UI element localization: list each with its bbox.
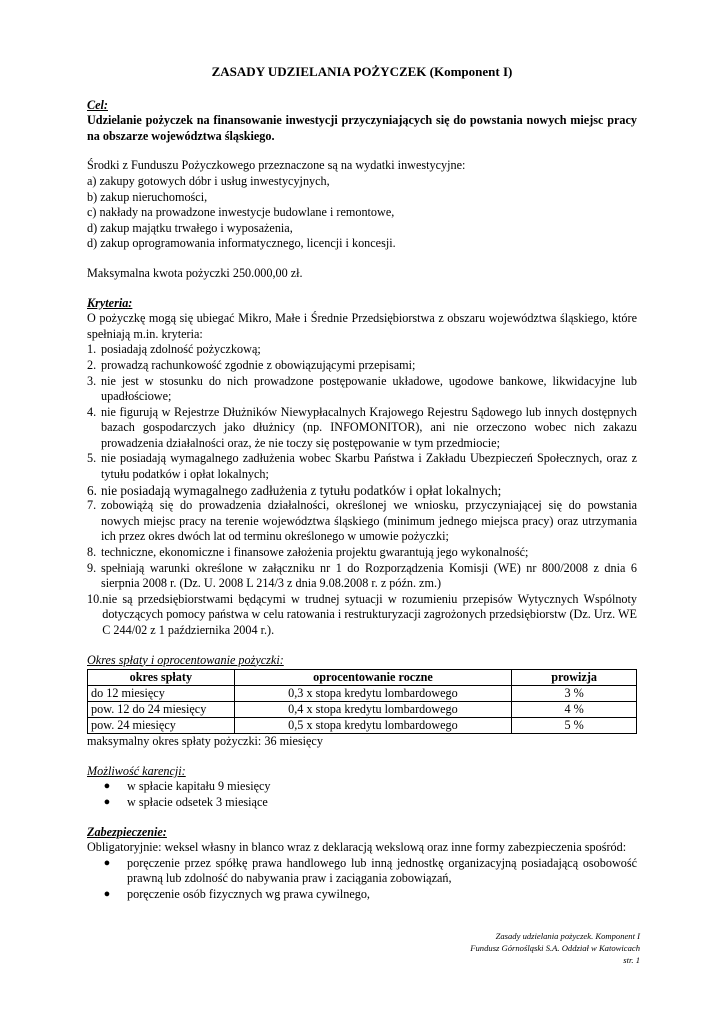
- column-header: okres spłaty: [88, 670, 235, 686]
- funds-item: d) zakup majątku trwałego i wyposażenia,: [87, 220, 293, 235]
- funds-item: b) zakup nieruchomości,: [87, 189, 208, 204]
- funds-item: d) zakup oprogramowania informatycznego, licencji i koncesji.: [87, 236, 396, 251]
- list-item: ● poręczenie osób fizycznych wg prawa cywilnego,: [87, 887, 637, 903]
- list-item: ● poręczenie przez spółkę prawa handlowego lub inną jednostkę organizacyjną posiadającą osobowość prawną lub zdolność do nabywania praw i zaciągania zobowiązań,: [87, 856, 637, 887]
- table-cell: pow. 24 miesięcy: [88, 718, 235, 734]
- criteria-item: 6. nie posiadają wymagalnego zadłużenia z tytułu podatków i opłat lokalnych;: [87, 482, 502, 498]
- table-cell: do 12 miesięcy: [88, 686, 235, 702]
- criteria-header: Kryteria:: [87, 295, 133, 310]
- repayment-note: maksymalny okres spłaty pożyczki: 36 miesięcy: [87, 734, 323, 749]
- criteria-list: [87, 342, 637, 638]
- page-number: str. 1: [623, 955, 640, 965]
- criteria-item: 2. prowadzą rachunkowość zgodnie z obowiązującymi przepisami;: [87, 357, 416, 372]
- bullet-icon: ●: [103, 795, 111, 808]
- criteria-item: 9. spełniają warunki określone w załączniku nr 1 do Rozporządzenia Komisji (WE) nr 800/2008 z dnia 6 sierpnia 2008 r. (Dz. U. 2008 L 214/3 z dnia 9.08.2008 r. z późn. zm.): [87, 560, 637, 591]
- grace-list: [87, 779, 637, 810]
- table-cell: 3 %: [512, 686, 637, 702]
- funds-item: c) nakłady na prowadzone inwestycje budowlane i remontowe,: [87, 205, 395, 220]
- table-row: [88, 718, 637, 734]
- criteria-item: 3. nie jest w stosunku do nich prowadzone postępowanie układowe, ugodowe bankowe, likwidacyjne lub upadłościowe;: [87, 373, 637, 404]
- bullet-icon: ●: [103, 780, 111, 793]
- table-cell: 0,4 x stopa kredytu lombardowego: [234, 702, 511, 718]
- page-footer: [470, 930, 640, 966]
- repayment-header: Okres spłaty i oprocentowanie pożyczki:: [87, 652, 284, 667]
- list-item: ● w spłacie odsetek 3 miesiące: [87, 795, 637, 811]
- criteria-item: 8. techniczne, ekonomiczne i finansowe założenia projektu gwarantują jego wykonalność;: [87, 545, 529, 560]
- security-list: [87, 856, 637, 903]
- criteria-item: 7. zobowiążą się do prowadzenia działalności, określonej we wniosku, przyczyniającej się do powstania nowych miejsc pracy na terenie województwa śląskiego (minimum jednego miejsca pracy) oraz utrzymania ich przez okres dwóch lat od terminu określonego w umowie pożyczki;: [87, 498, 637, 544]
- repayment-table: [87, 669, 637, 734]
- criteria-item: 10. nie są przedsiębiorstwami będącymi w trudnej sytuacji w rozumieniu przepisów Wytycznych Wspólnoty dotyczących pomocy państwa w celu ratowania i restrukturyzacji zagrożonych przedsiębiorstw (Dz. Urz. WE C 244/02 z 1 października 2004 r.).: [87, 591, 637, 637]
- goal-text: Udzielanie pożyczek na finansowanie inwestycji przyczyniających się do powstania nowych miejsc pracy na obszarze województwa śląskiego.: [87, 113, 637, 143]
- funds-item: a) zakupy gotowych dóbr i usług inwestycyjnych,: [87, 173, 330, 188]
- table-row: [88, 686, 637, 702]
- security-intro: Obligatoryjnie: weksel własny in blanco wraz z deklaracją wekslową oraz inne formy zabezpieczenia spośród:: [87, 840, 627, 855]
- bullet-icon: ●: [103, 856, 111, 869]
- table-cell: 0,3 x stopa kredytu lombardowego: [234, 686, 511, 702]
- funds-intro: Środki z Funduszu Pożyczkowego przeznaczone są na wydatki inwestycyjne:: [87, 158, 466, 173]
- criteria-intro: O pożyczkę mogą się ubiegać Mikro, Małe i Średnie Przedsiębiorstwa z obszaru województwa śląskiego, które spełniają m.in. kryteria:: [87, 311, 637, 341]
- column-header: prowizja: [512, 670, 637, 686]
- table-cell: 0,5 x stopa kredytu lombardowego: [234, 718, 511, 734]
- table-row: [88, 702, 637, 718]
- criteria-item: 1. posiadają zdolność pożyczkową;: [87, 342, 261, 357]
- criteria-item: 5. nie posiadają wymagalnego zadłużenia wobec Skarbu Państwa i Zakładu Ubezpieczeń Społecznych, oraz z tytułu podatków i opłat lokalnych;: [87, 451, 637, 482]
- bullet-icon: ●: [103, 887, 111, 900]
- document-title: ZASADY UDZIELANIA POŻYCZEK (Komponent I): [211, 64, 513, 79]
- criteria-item: 4. nie figurują w Rejestrze Dłużników Niewypłacalnych Krajowego Rejestru Sądowego lub innych dostępnych bazach gospodarczych jako dłużnicy (np. INFOMONITOR), ani nie orzeczono wobec nich zakazu prowadzenia działalności oraz, że nie toczy się postępowanie w tym przedmiocie;: [87, 404, 637, 450]
- security-header: Zabezpieczenie:: [87, 824, 167, 839]
- table-cell: pow. 12 do 24 miesięcy: [88, 702, 235, 718]
- goal-header: Cel:: [87, 97, 108, 112]
- table-cell: 5 %: [512, 718, 637, 734]
- column-header: oprocentowanie roczne: [234, 670, 511, 686]
- max-amount: Maksymalna kwota pożyczki 250.000,00 zł.: [87, 265, 303, 280]
- footer-line: Zasady udzielania pożyczek. Komponent I: [495, 931, 640, 941]
- list-item: ● w spłacie kapitału 9 miesięcy: [87, 779, 637, 795]
- table-cell: 4 %: [512, 702, 637, 718]
- document-page: [87, 64, 637, 903]
- footer-line: Fundusz Górnośląski S.A. Oddział w Katowicach: [470, 943, 640, 953]
- table-header-row: [88, 670, 637, 686]
- grace-header: Możliwość karencji:: [87, 763, 186, 778]
